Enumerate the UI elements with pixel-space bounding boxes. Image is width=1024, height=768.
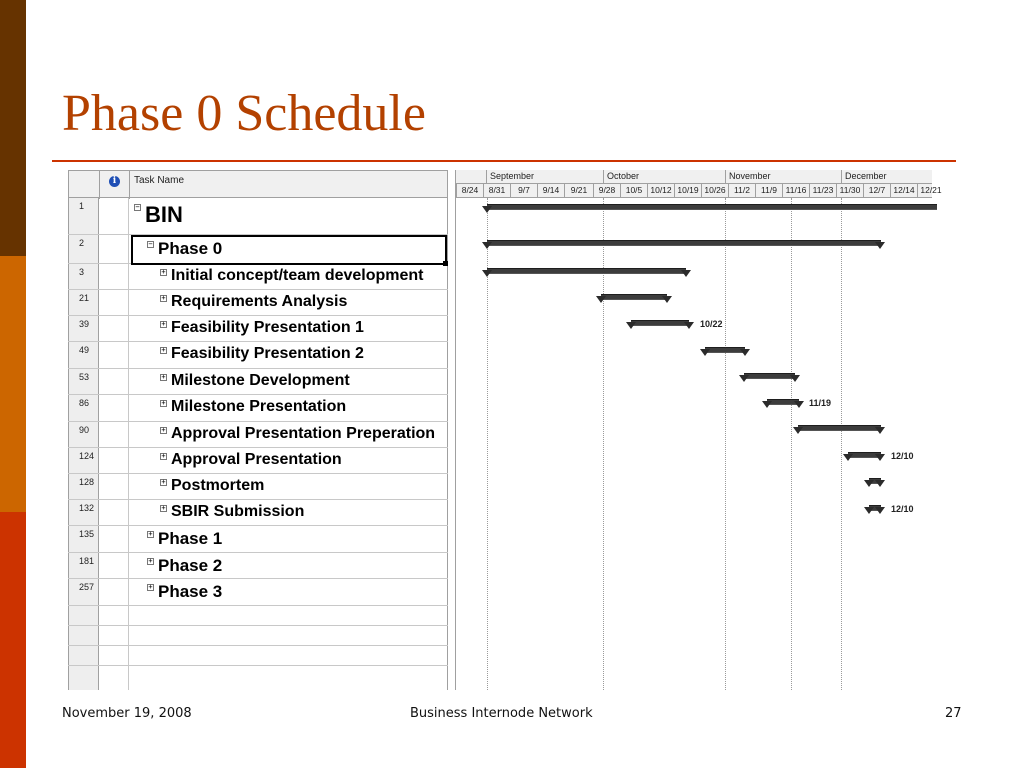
side-bar-light: [0, 512, 26, 768]
expand-toggle-icon[interactable]: +: [148, 530, 153, 538]
row-id: 86: [68, 395, 99, 421]
task-name: Phase 3: [158, 582, 223, 601]
month-label: December: [841, 170, 887, 184]
task-name: Approval Presentation: [171, 451, 342, 468]
task-name: Initial concept/team development: [171, 267, 424, 284]
bar-start-cap: [700, 349, 710, 356]
info-column-header[interactable]: [100, 171, 130, 199]
task-name: Approval Presentation Preperation: [171, 425, 436, 442]
task-name: Phase 2: [158, 556, 223, 575]
task-name: SBIR Submission: [171, 503, 305, 520]
bar-start-cap: [843, 454, 853, 461]
week-label: 9/7: [510, 184, 537, 198]
week-label: 8/24: [456, 184, 483, 198]
task-name: Postmortem: [171, 477, 265, 494]
table-row[interactable]: [68, 342, 448, 369]
bar-start-cap: [864, 480, 874, 487]
empty-row[interactable]: [68, 606, 448, 626]
gridline: [841, 198, 842, 690]
table-row[interactable]: [68, 198, 448, 235]
month-header: [456, 170, 932, 184]
table-row[interactable]: [68, 448, 448, 474]
summary-bar-approval-preparation[interactable]: [798, 425, 881, 431]
task-name: Milestone Development: [171, 372, 350, 389]
expand-toggle-icon[interactable]: +: [161, 426, 166, 434]
week-label: 9/14: [537, 184, 564, 198]
gridline: [791, 198, 792, 690]
bar-end-cap: [662, 296, 672, 303]
week-label: 10/19: [674, 184, 701, 198]
bar-start-cap: [793, 427, 803, 434]
month-label: October: [603, 170, 639, 184]
week-label: 8/31: [483, 184, 510, 198]
task-name: Milestone Presentation: [171, 398, 347, 415]
row-id: 49: [68, 342, 99, 368]
side-bar-mid: [0, 256, 26, 512]
expand-toggle-icon[interactable]: +: [161, 478, 166, 486]
collapse-toggle-icon[interactable]: −: [148, 240, 153, 248]
task-name-column-header[interactable]: Task Name: [134, 175, 185, 186]
table-row[interactable]: [68, 553, 448, 579]
summary-bar-feasibility-1[interactable]: [631, 320, 689, 326]
week-label: 9/21: [564, 184, 593, 198]
empty-row[interactable]: [68, 646, 448, 666]
empty-row[interactable]: [68, 666, 448, 690]
bar-end-cap: [875, 507, 885, 514]
row-id: 132: [68, 500, 99, 525]
week-label: 11/2: [728, 184, 755, 198]
bar-end-cap: [875, 242, 885, 249]
bar-end-cap: [794, 401, 804, 408]
row-id: 3: [68, 264, 99, 289]
week-label: 9/28: [593, 184, 620, 198]
slide-title: Phase 0 Schedule: [62, 85, 426, 142]
bar-start-cap: [739, 375, 749, 382]
table-row[interactable]: [68, 422, 448, 448]
task-name: Requirements Analysis: [171, 293, 348, 310]
bar-end-cap: [681, 270, 691, 277]
table-row[interactable]: [68, 579, 448, 606]
bar-start-cap: [864, 507, 874, 514]
expand-toggle-icon[interactable]: +: [148, 583, 153, 591]
side-bar-dark: [0, 0, 26, 256]
row-id: 181: [68, 553, 99, 578]
summary-bar-initial-concept[interactable]: [487, 268, 686, 274]
gridline: [725, 198, 726, 690]
table-row[interactable]: [68, 369, 448, 395]
selected-cell-outline: [131, 235, 447, 265]
week-label: 12/21: [917, 184, 944, 198]
bar-end-cap: [740, 349, 750, 356]
row-id: 90: [68, 422, 99, 447]
week-label: 11/16: [782, 184, 809, 198]
summary-bar-milestone-development[interactable]: [744, 373, 795, 379]
task-name: BIN: [145, 202, 183, 227]
table-row[interactable]: [68, 526, 448, 553]
task-name: Phase 0: [158, 239, 223, 258]
table-row[interactable]: [68, 474, 448, 500]
bar-date-label: 12/10: [891, 504, 914, 514]
row-id: 2: [68, 235, 99, 263]
row-id: 135: [68, 526, 99, 552]
bar-start-cap: [596, 296, 606, 303]
bar-start-cap: [626, 322, 636, 329]
bar-start-cap: [482, 270, 492, 277]
table-row[interactable]: [68, 500, 448, 526]
table-row[interactable]: [68, 290, 448, 316]
summary-bar-phase-0[interactable]: [487, 240, 881, 246]
bar-end-cap: [875, 427, 885, 434]
footer-center: Business Internode Network: [410, 706, 593, 721]
gantt-chart: [455, 170, 942, 690]
expand-toggle-icon[interactable]: +: [161, 399, 166, 407]
table-row[interactable]: [68, 264, 448, 290]
fill-handle[interactable]: [443, 261, 448, 266]
page-number: 27: [945, 706, 962, 721]
expand-toggle-icon[interactable]: +: [161, 294, 166, 302]
bar-start-cap: [482, 242, 492, 249]
title-rule: [52, 160, 956, 162]
expand-toggle-icon[interactable]: +: [148, 557, 153, 565]
week-label: 12/7: [863, 184, 890, 198]
bar-date-label: 12/10: [891, 451, 914, 461]
bar-end-cap: [875, 480, 885, 487]
row-id: 1: [68, 198, 99, 234]
week-label: 12/14: [890, 184, 917, 198]
row-id: 128: [68, 474, 99, 499]
id-column-header[interactable]: [69, 171, 100, 199]
week-label: 11/23: [809, 184, 836, 198]
expand-toggle-icon[interactable]: +: [161, 452, 166, 460]
bar-start-cap: [482, 206, 492, 213]
expand-toggle-icon[interactable]: +: [161, 504, 166, 512]
week-label: 11/30: [836, 184, 863, 198]
bar-start-cap: [762, 401, 772, 408]
month-label: November: [725, 170, 771, 184]
row-id: 39: [68, 316, 99, 341]
info-icon: i: [109, 176, 120, 187]
table-row[interactable]: [68, 395, 448, 422]
expand-toggle-icon[interactable]: +: [161, 268, 166, 276]
row-id: 257: [68, 579, 99, 605]
task-name: Phase 1: [158, 529, 223, 548]
week-label: 10/26: [701, 184, 728, 198]
row-id: 124: [68, 448, 99, 473]
bar-end-cap: [875, 454, 885, 461]
summary-bar-bin[interactable]: [487, 204, 937, 210]
collapse-toggle-icon[interactable]: −: [135, 203, 140, 211]
task-name: Feasibility Presentation 2: [171, 345, 364, 362]
table-row[interactable]: [68, 316, 448, 342]
bar-end-cap: [684, 322, 694, 329]
week-header: [456, 184, 942, 198]
week-label: 10/12: [647, 184, 674, 198]
row-id: 53: [68, 369, 99, 394]
expand-toggle-icon[interactable]: +: [161, 320, 166, 328]
bar-end-cap: [790, 375, 800, 382]
bar-date-label: 10/22: [700, 319, 723, 329]
summary-bar-feasibility-2[interactable]: [705, 347, 745, 353]
footer-date: November 19, 2008: [62, 706, 192, 721]
expand-toggle-icon[interactable]: +: [161, 346, 166, 354]
table-header: [68, 170, 448, 198]
task-name: Feasibility Presentation 1: [171, 319, 364, 336]
row-id: 21: [68, 290, 99, 315]
summary-bar-requirements[interactable]: [601, 294, 667, 300]
empty-row[interactable]: [68, 626, 448, 646]
month-label: September: [486, 170, 534, 184]
week-label: 11/9: [755, 184, 782, 198]
bar-date-label: 11/19: [809, 398, 832, 408]
week-label: 10/5: [620, 184, 647, 198]
expand-toggle-icon[interactable]: +: [161, 373, 166, 381]
